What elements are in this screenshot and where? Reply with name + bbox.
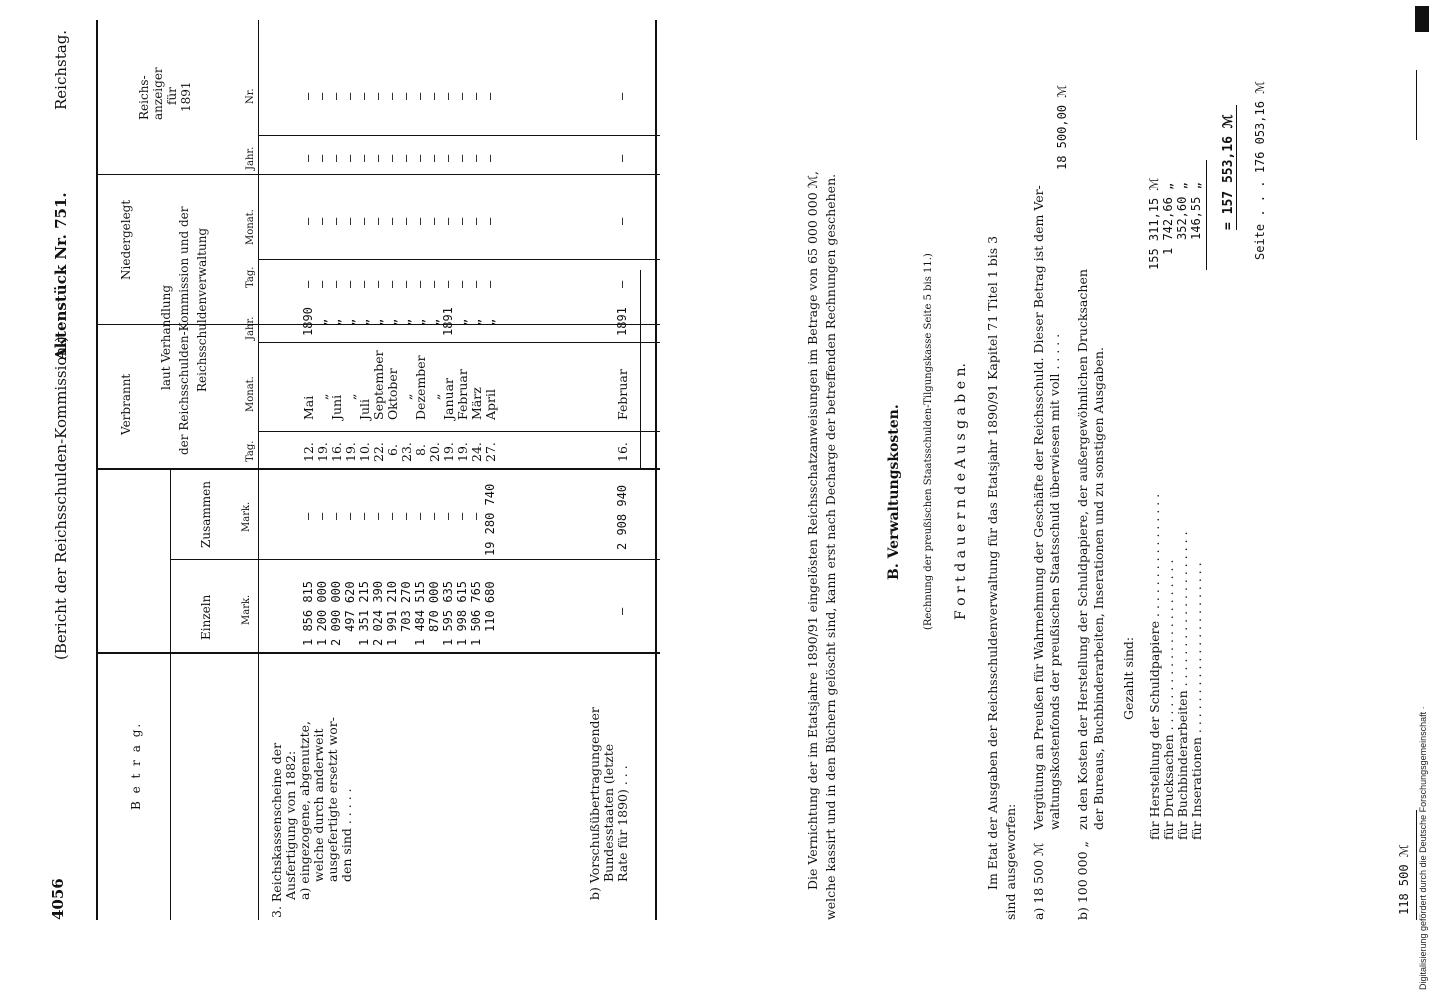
head-niedergelegt: Niedergelegt bbox=[119, 199, 133, 280]
gezahlt-sum-underline bbox=[1236, 105, 1237, 230]
amount-cell: 497 620 bbox=[343, 581, 357, 632]
dash-cell: — bbox=[315, 280, 329, 288]
month-cell: „ bbox=[315, 393, 330, 400]
gezahlt-intro: Gezahlt sind: bbox=[1121, 636, 1136, 720]
dash-cell: — bbox=[301, 217, 315, 225]
head-monat2: Monat. bbox=[245, 209, 256, 245]
day-cell: 8. bbox=[413, 444, 428, 456]
year-cell: „ bbox=[343, 318, 357, 326]
dash-cell: — bbox=[427, 512, 441, 520]
page-number: 4056 bbox=[49, 878, 67, 920]
amount-cell: 2 024 390 bbox=[371, 580, 385, 646]
section-b-note: (Rechnung der preußischen Staatsschulden-Tilgungskasse Seite 5 bis 11.) bbox=[923, 253, 934, 630]
dash-cell: — bbox=[385, 512, 399, 520]
para2-line1: Im Etat der Ausgaben der Reichsschuldenverwaltung für das Etatsjahr 1890/91 Kapitel 71 Titel 1 bis 3 bbox=[985, 235, 1000, 890]
dash-cell: — bbox=[427, 154, 441, 162]
amount-cell: 1 856 815 bbox=[301, 580, 315, 646]
rule-monat2 bbox=[258, 174, 660, 175]
header-subtitle: (Bericht der Reichsschulden-Kommission.) bbox=[52, 336, 70, 660]
dash-cell: — bbox=[483, 280, 497, 288]
dfg-logo-badge bbox=[1415, 6, 1429, 32]
rowb-line3: Rate für 1890) . . . bbox=[615, 765, 630, 882]
head-jahr1: Jahr. bbox=[245, 316, 256, 340]
dash-cell: — bbox=[357, 217, 371, 225]
year-cell: „ bbox=[357, 318, 371, 326]
dash-cell: — bbox=[399, 217, 413, 225]
seite-total: Seite . . . 176 053,16 ℳ bbox=[1253, 81, 1267, 260]
dash-cell: — bbox=[357, 154, 371, 162]
item-b-line2: der Bureaus, Buchbinderarbeiten, Inserationen und zu sonstigen Ausgaben. bbox=[1091, 347, 1106, 830]
rule-under-a bbox=[640, 270, 641, 470]
day-cell: 19. bbox=[441, 442, 456, 462]
dash-cell: — bbox=[301, 92, 315, 100]
dash-cell: — bbox=[455, 512, 469, 520]
dash-cell: — bbox=[315, 92, 329, 100]
day-cell: 22. bbox=[371, 442, 386, 462]
head-laut3: Reichsschuldenverwaltung bbox=[195, 227, 209, 392]
dash-cell: — bbox=[371, 217, 385, 225]
dash-cell: — bbox=[329, 512, 343, 520]
dash-cell: — bbox=[329, 92, 343, 100]
year-cell: „ bbox=[329, 318, 343, 326]
head-einzeln: Einzeln bbox=[199, 594, 213, 640]
dash-cell: — bbox=[371, 92, 385, 100]
day-cell: 27. bbox=[483, 442, 498, 462]
dash-cell: — bbox=[427, 92, 441, 100]
rule-tag1 bbox=[258, 431, 660, 432]
dash-cell: — bbox=[385, 92, 399, 100]
rowb-year: 1891 bbox=[615, 307, 629, 336]
dash-cell: — bbox=[329, 280, 343, 288]
dash-cell: — bbox=[315, 154, 329, 162]
dash-cell: — bbox=[399, 280, 413, 288]
year-cell: „ bbox=[315, 318, 329, 326]
para1-line1: Die Vernichtung der im Etatsjahre 1890/91 eingelösten Reichsschatzanweisungen im Betrage von 65 000 000 ℳ, bbox=[805, 171, 820, 890]
dash-cell: — bbox=[441, 217, 455, 225]
dash-cell: — bbox=[357, 280, 371, 288]
dash-cell: — bbox=[413, 217, 427, 225]
rule-monat1 bbox=[258, 342, 660, 343]
gezahlt-sum: = 157 553,16 ℳ bbox=[1221, 114, 1236, 230]
dash-cell: — bbox=[455, 154, 469, 162]
row3-line3: a) eingezogene, abgenutzte, bbox=[297, 720, 312, 900]
rowb-einzeln-dash: — bbox=[615, 607, 629, 615]
table-top-rule bbox=[96, 20, 98, 920]
day-cell: 19. bbox=[315, 442, 330, 462]
rowb-line1: b) Vorschußübertragungender bbox=[587, 707, 602, 900]
rowb-nr-dash: — bbox=[615, 92, 629, 100]
dash-cell: — bbox=[385, 217, 399, 225]
amount-cell: 870 000 bbox=[427, 581, 441, 632]
dash-cell: — bbox=[427, 217, 441, 225]
dash-cell: — bbox=[371, 512, 385, 520]
head-laut2: der Reichsschulden-Kommission und der bbox=[177, 206, 191, 455]
dash-cell: — bbox=[315, 512, 329, 520]
day-cell: 16. bbox=[329, 442, 344, 462]
head-anzeiger-1: Reichs- bbox=[137, 75, 151, 120]
rowb-day: 16. bbox=[615, 442, 630, 462]
month-cell: „ bbox=[427, 393, 442, 400]
header-left: Reichstag. bbox=[52, 29, 70, 110]
year-cell: „ bbox=[483, 318, 497, 326]
dash-cell: — bbox=[469, 92, 483, 100]
month-cell: Juni bbox=[329, 394, 344, 420]
bottom-rule-right bbox=[1416, 70, 1417, 140]
item-b-label: b) 100 000 „ bbox=[1075, 841, 1090, 920]
year-cell: 1890 bbox=[301, 307, 315, 336]
dash-cell: — bbox=[469, 512, 483, 520]
gezahlt-value-2: 1 742,66 „ bbox=[1161, 182, 1175, 255]
col-rule-desc bbox=[96, 652, 660, 654]
rowb-jahr2-dash: — bbox=[615, 154, 629, 162]
dash-cell: — bbox=[469, 280, 483, 288]
head-zusammen: Zusammen bbox=[199, 481, 213, 548]
amount-cell: 1 200 000 bbox=[315, 580, 329, 646]
para2-line2: sind ausgeworfen: bbox=[1003, 803, 1018, 920]
dash-cell: — bbox=[441, 154, 455, 162]
month-cell: Januar bbox=[441, 378, 456, 420]
row3-line6: den sind . . . . . bbox=[339, 788, 354, 882]
header-title: Aktenstück Nr. 751. bbox=[52, 192, 70, 360]
day-cell: 12. bbox=[301, 442, 316, 462]
head-jahr2: Jahr. bbox=[245, 146, 256, 170]
dash-cell: — bbox=[385, 154, 399, 162]
dash-cell: — bbox=[483, 217, 497, 225]
rule-col-heads bbox=[258, 20, 259, 920]
dash-cell: — bbox=[399, 154, 413, 162]
month-cell: Oktober bbox=[385, 368, 400, 420]
item-a-line1: Vergütung an Preußen für Wahrnehmung der Geschäfte der Reichsschuld. Dieser Betrag ist dem Ver- bbox=[1031, 185, 1046, 830]
day-cell: 19. bbox=[343, 442, 358, 462]
dash-cell: — bbox=[413, 92, 427, 100]
gezahlt-value-4: 146,55 „ bbox=[1189, 182, 1203, 240]
rule-tag2 bbox=[258, 259, 660, 260]
dash-cell: — bbox=[343, 217, 357, 225]
year-cell: „ bbox=[371, 318, 385, 326]
dash-cell: — bbox=[455, 280, 469, 288]
head-verbrannt: Verbrannt bbox=[119, 373, 133, 435]
dash-cell: — bbox=[385, 280, 399, 288]
item-a-label: a) 18 500 ℳ bbox=[1031, 842, 1046, 920]
amount-cell: 1 991 210 bbox=[385, 580, 399, 646]
month-cell: September bbox=[371, 350, 386, 420]
gezahlt-row-3: für Buchbinderarbeiten . . . . . . . . . . . . . . . . . . . . bbox=[1175, 531, 1190, 840]
year-cell: „ bbox=[427, 318, 441, 326]
day-cell: 24. bbox=[469, 442, 484, 462]
rule-jahr2 bbox=[258, 135, 660, 136]
col-rule-betrag bbox=[96, 468, 660, 470]
dash-cell: — bbox=[483, 92, 497, 100]
dash-cell: — bbox=[399, 92, 413, 100]
row3-line2: Ausfertigung von 1882: bbox=[283, 750, 298, 900]
gezahlt-value-3: 352,60 „ bbox=[1175, 182, 1189, 240]
rowb-monat2-dash: — bbox=[615, 217, 629, 225]
month-cell: „ bbox=[399, 393, 414, 400]
dash-cell: — bbox=[343, 280, 357, 288]
amount-cell: 110 680 bbox=[483, 581, 497, 632]
dash-cell: — bbox=[329, 217, 343, 225]
year-cell: 1891 bbox=[441, 307, 455, 336]
month-cell: Dezember bbox=[413, 355, 428, 420]
month-cell: April bbox=[483, 389, 498, 420]
head-betrag: B e t r a g. bbox=[129, 721, 143, 810]
head-laut1: laut Verhandlung bbox=[159, 284, 173, 390]
year-cell: „ bbox=[413, 318, 427, 326]
head-monat1: Monat. bbox=[245, 376, 256, 412]
rule-betrag-sub bbox=[170, 470, 171, 920]
item-a-amount: 18 500,00 ℳ bbox=[1055, 84, 1069, 170]
item-a-line2: waltungskostenfonds der preußischen Staatsschuld überwiesen mit voll . . . . . bbox=[1047, 333, 1062, 830]
dash-cell: — bbox=[441, 280, 455, 288]
dash-cell: — bbox=[483, 154, 497, 162]
rowb-month: Februar bbox=[615, 369, 630, 420]
amount-cell: 1 351 215 bbox=[357, 580, 371, 646]
row3-line5: ausgefertigte ersetzt wor- bbox=[325, 717, 340, 882]
gezahlt-row-4: für Inserationen . . . . . . . . . . . . . . . . . . . . . . bbox=[1189, 562, 1204, 840]
dash-cell: — bbox=[413, 280, 427, 288]
row3-line1: 3. Reichskassenscheine der bbox=[269, 742, 284, 918]
section-b-heading: B. Verwaltungskosten. bbox=[886, 404, 902, 580]
day-cell: 20. bbox=[427, 442, 442, 462]
month-cell: März bbox=[469, 387, 484, 420]
total-a-cell: 19 280 740 bbox=[483, 483, 497, 556]
dash-cell: — bbox=[441, 512, 455, 520]
dash-cell: — bbox=[371, 280, 385, 288]
left-total: 118 500 ℳ bbox=[1397, 844, 1411, 915]
month-cell: Februar bbox=[455, 369, 470, 420]
month-cell: Juli bbox=[357, 398, 372, 420]
day-cell: 10. bbox=[357, 442, 372, 462]
para1-line2: welche kassirt und in den Büchern gelöscht sind, kann erst nach Decharge der betreffenden Rechnungen geschehen. bbox=[823, 173, 838, 920]
gezahlt-row-1: für Herstellung der Schuldpapiere . . . . . . . . . . . . . . . . bbox=[1147, 493, 1162, 840]
dash-cell: — bbox=[357, 512, 371, 520]
row3-line4: welche durch anderweit bbox=[311, 728, 326, 882]
dash-cell: — bbox=[343, 154, 357, 162]
gezahlt-sum-rule bbox=[1206, 160, 1207, 270]
year-cell: „ bbox=[399, 318, 413, 326]
year-cell: „ bbox=[455, 318, 469, 326]
bottom-rule-left bbox=[1416, 810, 1417, 920]
fortdauernde-heading: F o r t d a u e r n d e A u s g a b e n. bbox=[953, 363, 969, 620]
rowb-tag2-dash: — bbox=[615, 280, 629, 288]
dash-cell: — bbox=[301, 512, 315, 520]
dash-cell: — bbox=[301, 154, 315, 162]
dash-cell: — bbox=[371, 154, 385, 162]
dash-cell: — bbox=[329, 154, 343, 162]
amount-cell: 2 090 000 bbox=[329, 580, 343, 646]
day-cell: 6. bbox=[385, 444, 400, 456]
dash-cell: — bbox=[399, 512, 413, 520]
rowb-total: 2 908 940 bbox=[615, 484, 629, 550]
dash-cell: — bbox=[427, 280, 441, 288]
dash-cell: — bbox=[455, 217, 469, 225]
dash-cell: — bbox=[413, 154, 427, 162]
head-mark2: Mark. bbox=[241, 501, 252, 532]
dash-cell: — bbox=[469, 217, 483, 225]
gezahlt-value-1: 155 311,15 ℳ bbox=[1147, 177, 1161, 270]
head-mark1: Mark. bbox=[241, 594, 252, 625]
table-bottom-rule bbox=[655, 20, 657, 920]
amount-cell: 1 484 515 bbox=[413, 580, 427, 646]
head-anzeiger-4: 1891 bbox=[179, 81, 193, 112]
gezahlt-row-2: für Drucksachen . . . . . . . . . . . . . . . . . . . . . . bbox=[1161, 559, 1176, 840]
dash-cell: — bbox=[315, 217, 329, 225]
day-cell: 19. bbox=[455, 442, 470, 462]
amount-cell: 1 595 635 bbox=[441, 580, 455, 646]
head-tag1: Tag. bbox=[245, 440, 256, 462]
dash-cell: — bbox=[455, 92, 469, 100]
amount-cell: 1 998 615 bbox=[455, 580, 469, 646]
item-b-line1: zu den Kosten der Herstellung der Schuldpapiere, der außergewöhnlichen Drucksachen bbox=[1075, 269, 1090, 830]
head-tag2: Tag. bbox=[245, 266, 256, 288]
day-cell: 23. bbox=[399, 442, 414, 462]
year-cell: „ bbox=[385, 318, 399, 326]
dash-cell: — bbox=[441, 92, 455, 100]
year-cell: „ bbox=[469, 318, 483, 326]
head-anzeiger-2: anzeiger bbox=[151, 67, 165, 120]
amount-cell: 703 270 bbox=[399, 581, 413, 632]
dash-cell: — bbox=[469, 154, 483, 162]
rowb-line2: Bundesstaaten (letzte bbox=[601, 743, 616, 882]
month-cell: Mai bbox=[301, 395, 316, 420]
dash-cell: — bbox=[357, 92, 371, 100]
rule-einzeln-zusammen bbox=[170, 559, 660, 560]
month-cell: „ bbox=[343, 393, 358, 400]
dash-cell: — bbox=[301, 280, 315, 288]
dfg-sidebar-text: Digitalisierung gefördert durch die Deutsche Forschungsgemeinschaft · bbox=[1418, 706, 1428, 990]
head-anzeiger-3: für bbox=[165, 87, 179, 105]
amount-cell: 1 506 765 bbox=[469, 580, 483, 646]
dash-cell: — bbox=[343, 512, 357, 520]
dash-cell: — bbox=[413, 512, 427, 520]
dash-cell: — bbox=[343, 92, 357, 100]
head-nr: Nr. bbox=[245, 88, 256, 104]
